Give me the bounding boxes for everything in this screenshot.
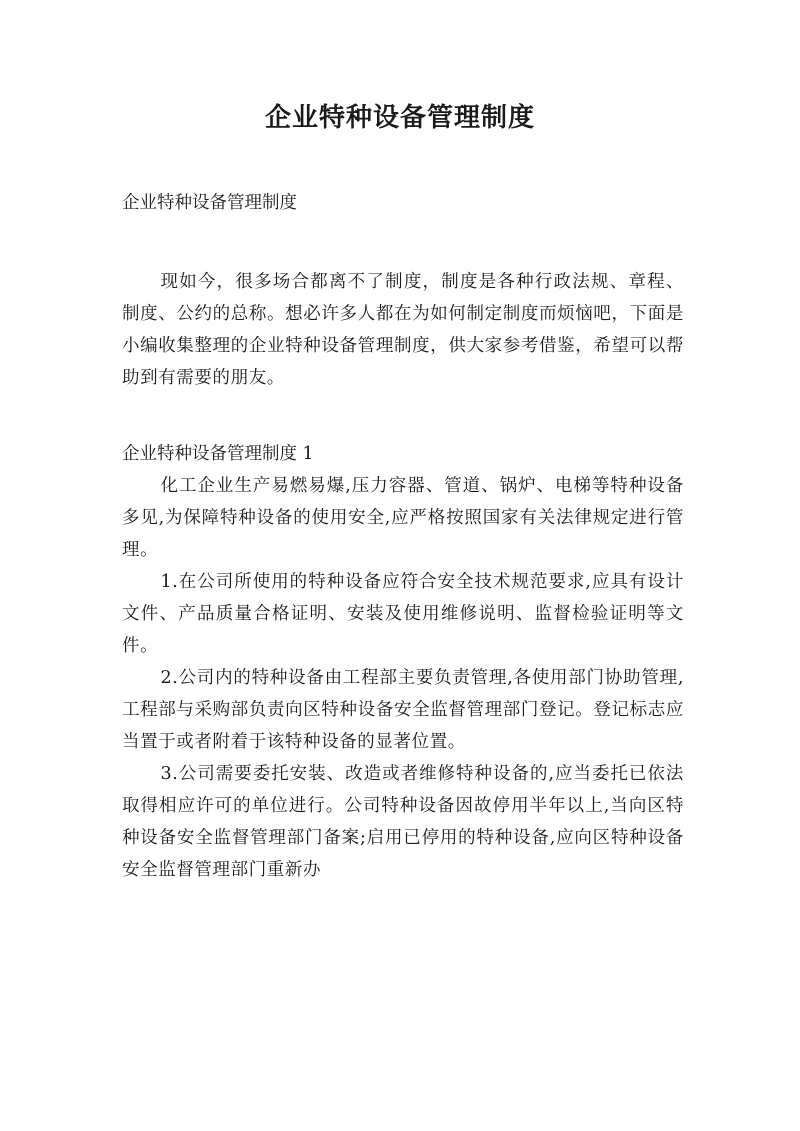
body-paragraph: 化工企业生产易燃易爆,压力容器、管道、锅炉、电梯等特种设备多见,为保障特种设备的使用安全,应严格按照国家有关法律规定进行管理。 (122, 476, 684, 560)
body-paragraph: 2.公司内的特种设备由工程部主要负责管理,各使用部门协助管理,工程部与采购部负责向区特种设备安全监督管理部门登记。登记标志应当置于或者附着于该特种设备的显著位置。 (122, 668, 684, 752)
document-body (122, 187, 684, 886)
document-title: 企业特种设备管理制度 (264, 103, 535, 133)
section-heading: 企业特种设备管理制度 1 (122, 444, 314, 464)
document-subtitle: 企业特种设备管理制度 (122, 193, 297, 213)
spacer (122, 219, 684, 251)
intro-paragraph: 现如今，很多场合都离不了制度，制度是各种行政法规、章程、制度、公约的总称。想必许多人都在为如何制定制度而烦恼吧，下面是小编收集整理的企业特种设备管理制度，供大家参考借鉴，希望可以帮助到有需要的朋友。 (122, 272, 684, 388)
spacer (122, 394, 684, 438)
body-paragraph: 1.在公司所使用的特种设备应符合安全技术规范要求,应具有设计文件、产品质量合格证明、安装及使用维修说明、监督检验证明等文件。 (122, 572, 684, 656)
body-paragraph: 3.公司需要委托安装、改造或者维修特种设备的,应当委托已依法取得相应许可的单位进行。公司特种设备因故停用半年以上,当向区特种设备安全监督管理部门备案;启用已停用的特种设备,应向区特种设备安全监督管理部门重新办 (122, 764, 684, 880)
